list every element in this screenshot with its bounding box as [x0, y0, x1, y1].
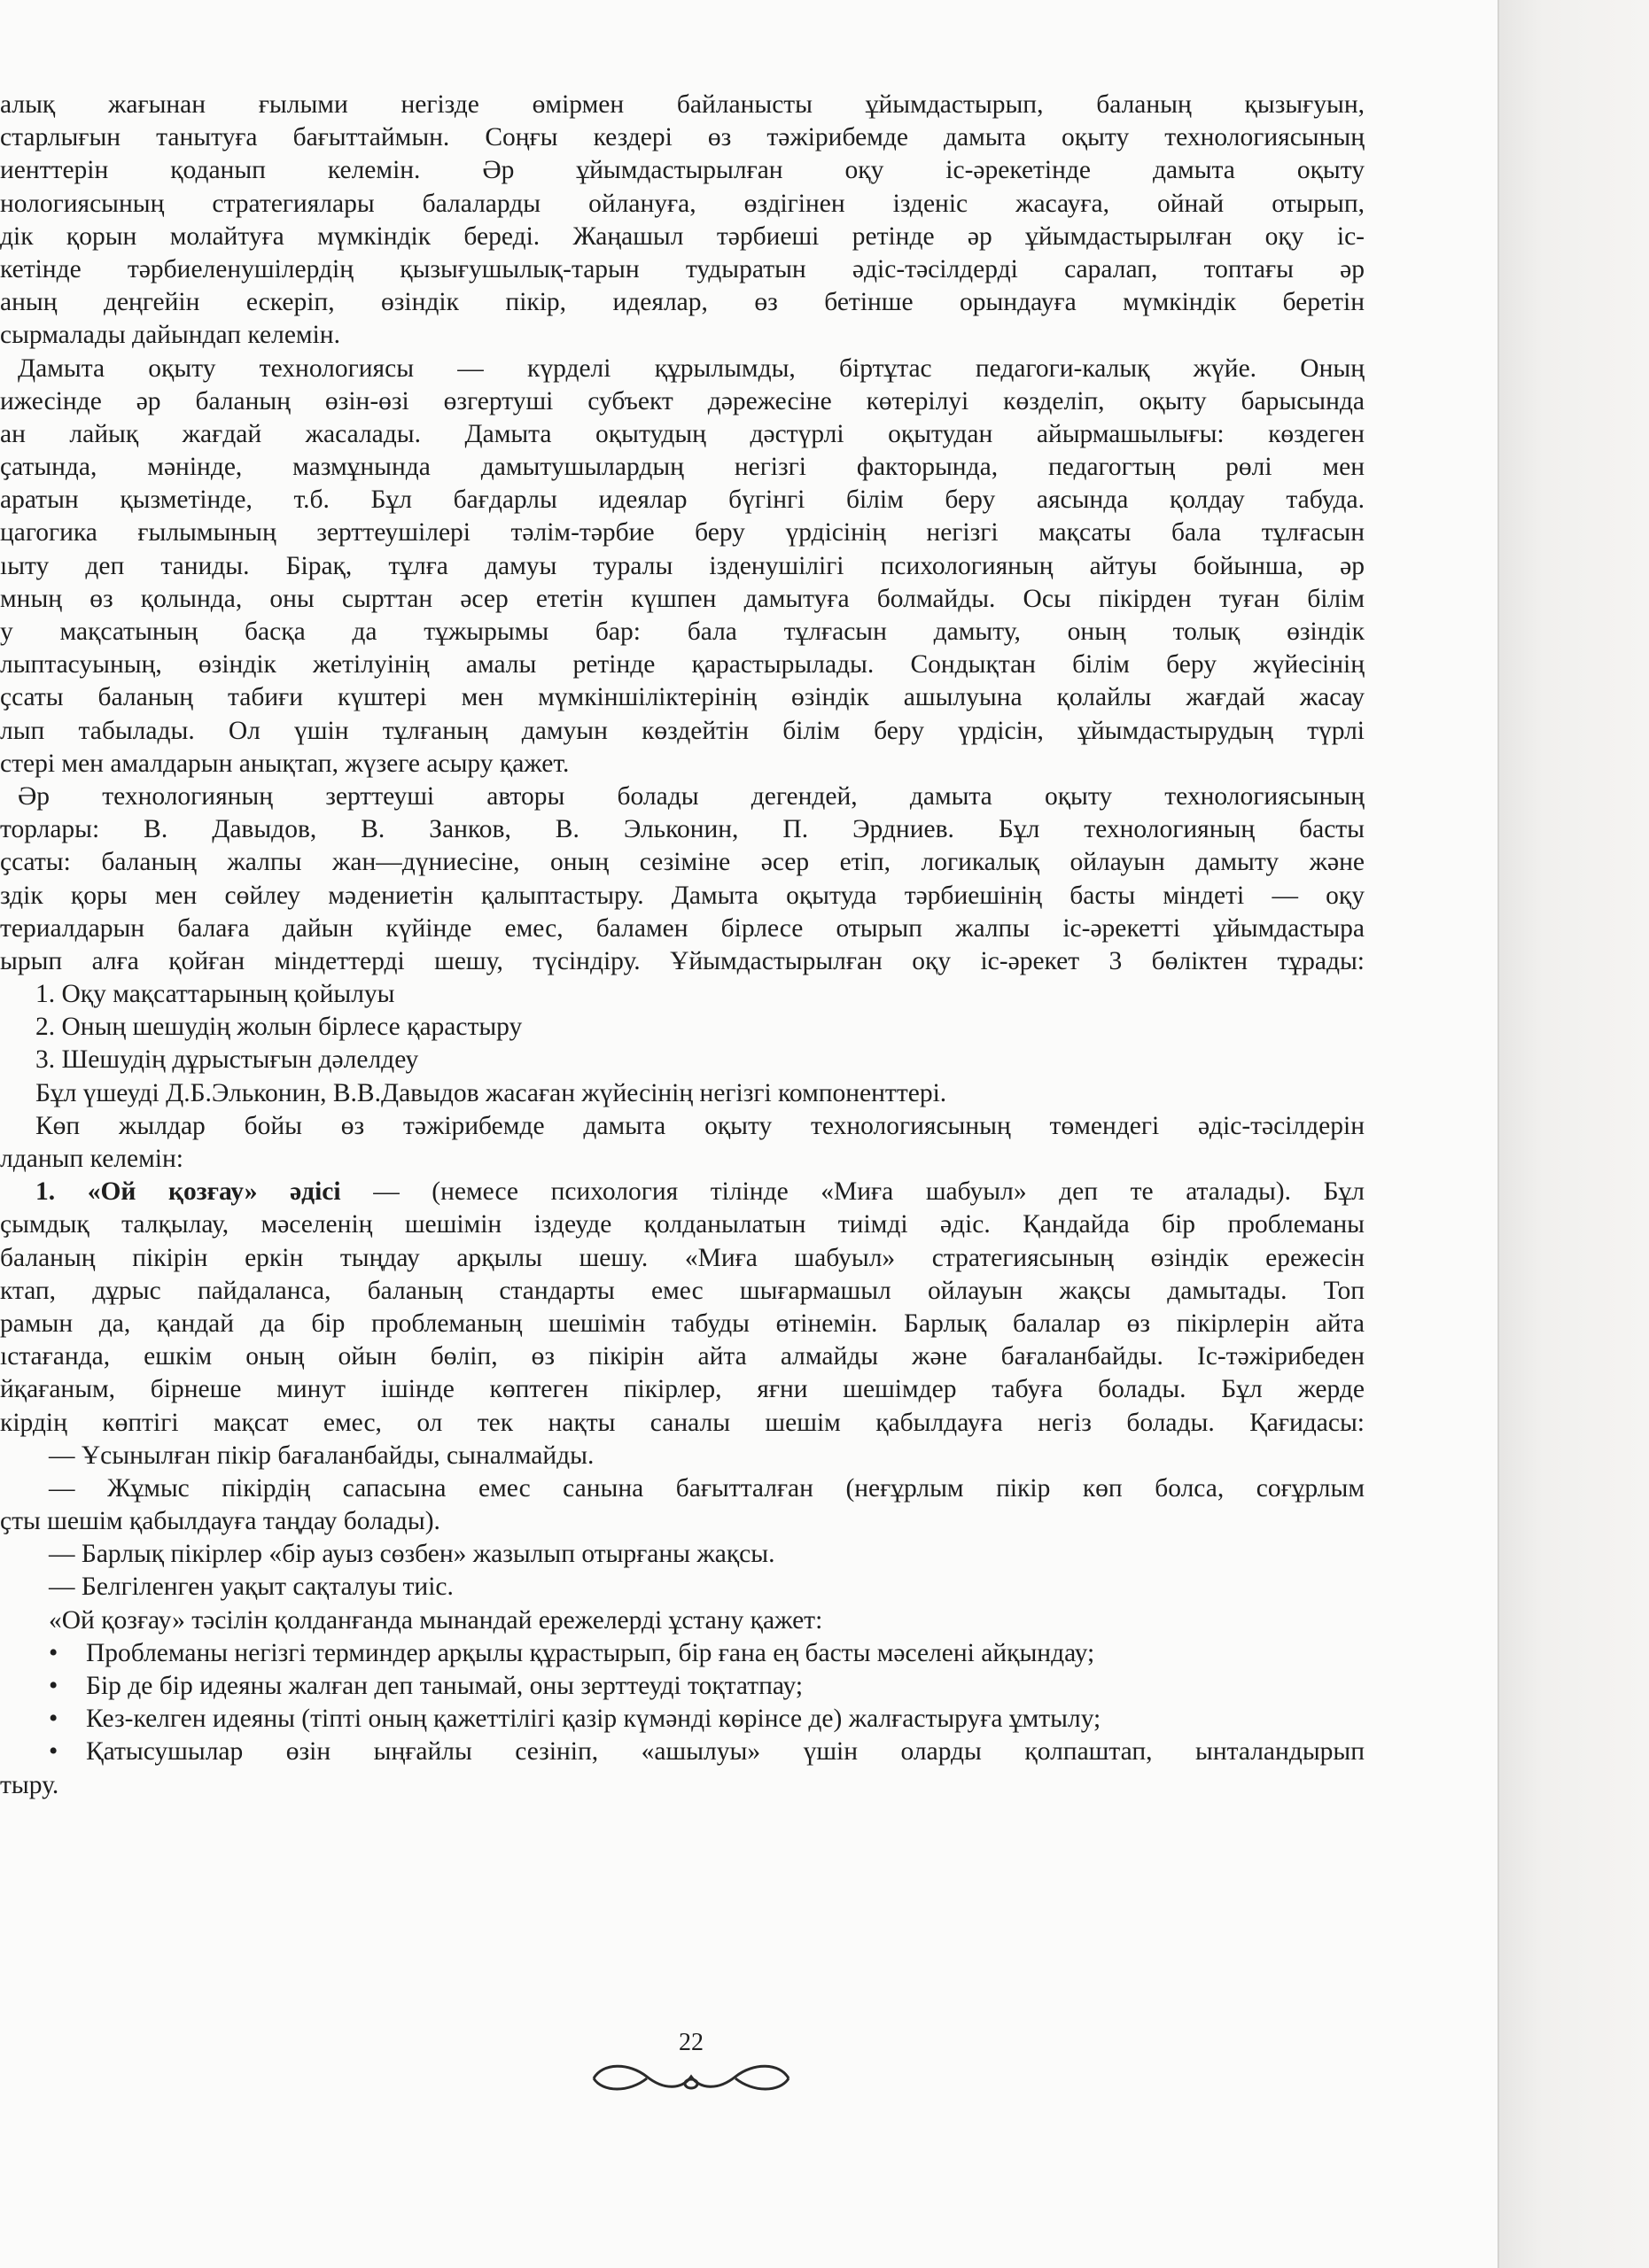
bullet-item	[0, 1736, 1365, 1768]
paragraph-2	[0, 353, 1365, 781]
text-line: йқағаным, бірнеше минут ішінде көптеген пікірлер, яғни шешімдер табуға болады. Бұл жерде	[0, 1375, 1365, 1404]
method-section	[0, 1176, 1365, 1440]
steps-list	[0, 978, 1365, 1077]
text-line: ктап, дұрыс пайдаланса, баланың стандарты емес шығармашыл ойлауын жақсы дамытады. Топ	[0, 1276, 1365, 1305]
text-line: лданып келемін:	[0, 1145, 183, 1173]
bullet-text: Бір де бір идеяны жалған деп танымай, оны зерттеуді тоқтатпау;	[86, 1672, 804, 1700]
list-item: 1. Оқу мақсаттарының қойылуы	[35, 980, 395, 1009]
text-line: цагогика ғылымының зерттеушілері тәлім-тәрбие беру үрдісінің негізгі мақсаты бала тұлғасын	[0, 518, 1365, 548]
bullet-text: Қатысушылар өзін ыңғайлы сезініп, «ашылуы» үшін оларды қолпаштап, ынталандырып	[86, 1737, 1365, 1767]
text-line: Әр технологияның зерттеуші авторы болады дегендей, дамыта оқыту технологиясының	[18, 781, 1365, 811]
text-line: ҫсаты: баланың жалпы жан—дүниесіне, оның сезіміне әсер етіп, логикалық ойлауын дамыту және	[0, 848, 1365, 877]
page-number: 22	[679, 2029, 704, 2056]
text-line: ıстағанда, ешкім оның ойын бөліп, өз пікірін айта алмайды және бағаланбайды. Іс-тәжірибеден	[0, 1342, 1365, 1371]
bullet-icon: •	[49, 1638, 58, 1667]
text-line: аратын қызметінде, т.б. Бұл бағдарлы идеялар бүгінгі білім беру аясында қолдау табуда.	[0, 485, 1365, 515]
method-first-line: — (немесе психология тілінде «Миға шабуыл» деп те аталады). Бұл	[373, 1177, 1365, 1207]
rules-list	[0, 1440, 1365, 1604]
text-line: кірдің көптігі мақсат емес, ол тек нақты саналы шешім қабылдауға негіз болады. Қағидасы:	[0, 1408, 1365, 1437]
bullet-icon: •	[49, 1672, 58, 1700]
paragraph-4	[0, 1110, 1365, 1176]
list-item: 2. Оның шешудің жолын бірлесе қарастыру	[35, 1013, 523, 1042]
rule-item: — Барлық пікірлер «бір ауыз сөзбен» жазылып отырғаны жақсы.	[49, 1540, 775, 1569]
body-text	[0, 89, 1365, 1802]
rule-item: — Ұсынылған пікір бағаланбайды, сыналмайды.	[49, 1441, 595, 1470]
bullet-item-continued: тыру.	[0, 1770, 59, 1799]
bullet-item	[0, 1703, 1365, 1736]
method-number: 1.	[35, 1177, 56, 1207]
rule-item: — Жұмыс пікірдің сапасына емес санына бағытталған (неғұрлым пікір көп болса, соғұрлым	[49, 1473, 1365, 1503]
bullet-text: Проблеманы негізгі терминдер арқылы құрастырып, бір ғана ең басты мәселені айқындау;	[86, 1638, 1095, 1667]
text-line: нологиясының стратегиялары балаларды ойлануға, өздігінен ізденіс жасауға, ойнай отырып,	[0, 189, 1365, 218]
text-line: алық жағынан ғылыми негізде өмірмен байланысты ұйымдастырып, баланың қызығуын,	[0, 90, 1365, 119]
text-line: ан лайық жағдай жасалады. Дамыта оқытудың дәстүрлі оқытудан айырмашылығы: көздеген	[0, 419, 1365, 448]
text-line: ıыту деп таниды. Бірақ, тұлға дамуы туралы ізденушілігі психологияның айтуы бойынша, әр	[0, 551, 1365, 580]
text-line: Дамыта оқыту технологиясы — күрделі құрылымды, біртұтас педагоги-калық жүйе. Оның	[18, 353, 1365, 383]
rules-intro: «Ой қозғау» тәсілін қолданғанда мынандай ережелерді ұстану қажет:	[49, 1605, 823, 1635]
page-footer	[576, 2029, 806, 2100]
text-line: лып табылады. Ол үшін тұлғаның дамуын көздейтін білім беру үрдісін, ұйымдастырудың түрлі	[0, 716, 1365, 745]
text-line: здік қоры мен сөйлеу мәдениетін қалыптастыру. Дамыта оқытуда тәрбиешінің басты міндеті — оқу	[0, 881, 1365, 910]
text-line: ҫсаты баланың табиғи күштері мен мүмкіншіліктерінің өзіндік ашылуына қолайлы жағдай жасау	[0, 683, 1365, 712]
page-binding-edge	[1497, 0, 1649, 2268]
rule-item-continued: ҫты шешім қабылдауға таңдау болады).	[0, 1507, 440, 1536]
bullet-item	[0, 1637, 1365, 1670]
bullet-list	[0, 1637, 1365, 1802]
text-line: аның деңгейін ескеріп, өзіндік пікір, идеялар, өз бетінше орындауға мүмкіндік беретін	[0, 288, 1365, 317]
text-line: стері мен амалдарын анықтап, жүзеге асыру қажет.	[0, 749, 570, 778]
text-line: лыптасуының, өзіндік жетілуінің амалы ретінде қарастырылады. Сондықтан білім беру жүйесінің	[0, 650, 1365, 680]
text-line: кетінде тәрбиеленушілердің қызығушылық-тарын тудыратын әдіс-тәсілдерді саралап, топтағы әр	[0, 254, 1365, 284]
paragraph-3	[0, 781, 1365, 978]
rule-item: — Белгіленген уақыт сақталуы тиіс.	[49, 1573, 454, 1602]
text-line: мның өз қолында, оны сырттан әсер ететін күшпен дамытуға болмайды. Осы пікірден туған білім	[0, 584, 1365, 613]
text-line: рамын да, қандай да бір проблеманың шешімін табуды өтінемін. Барлық балалар өз пікірлерін айта	[0, 1309, 1365, 1338]
text-line: старлығын танытуға бағыттаймын. Соңғы кездері өз тәжірибемде дамыта оқыту технологиясының	[0, 123, 1365, 152]
text-line: ҫатында, мәнінде, мазмұнында дамытушылардың негізгі факторында, педагогтың рөлі мен	[0, 453, 1365, 482]
text-line: сырмалады дайындап келемін.	[0, 321, 340, 350]
steps-note: Бұл үшеуді Д.Б.Эльконин, В.В.Давыдов жасаған жүйесінің негізгі компоненттері.	[35, 1078, 947, 1107]
text-line: у мақсатының басқа да тұжырымы бар: бала тұлғасын дамыту, оның толық өзіндік	[0, 617, 1365, 646]
text-line: торлары: В. Давыдов, В. Занков, В. Эльконин, П. Эрдниев. Бұл технологияның басты	[0, 815, 1365, 844]
paragraph-1	[0, 89, 1365, 353]
bullet-item	[0, 1670, 1365, 1703]
text-line: ижесінде әр баланың өзін-өзі өзгертуші субъект дәрежесіне көтерілуі көзделіп, оқыту барысында	[0, 386, 1365, 416]
method-title: «Ой қозғау» әдісі	[87, 1177, 341, 1207]
text-line: дік қорын молайтуға мүмкіндік береді. Жаңашыл тәрбиеші ретінде әр ұйымдастырылған оқу іс-	[0, 221, 1365, 251]
bullet-text: Кез-келген идеяны (тіпті оның қажеттілігі қазір күмәнді көрінсе де) жалғастыруға ұмтылу;	[86, 1705, 1101, 1734]
text-line: териалдарын балаға дайын күйінде емес, баламен бірлесе отырып жалпы іс-әрекетті ұйымдастыра	[0, 913, 1365, 943]
bullet-icon: •	[49, 1737, 58, 1767]
list-item: 3. Шешудің дұрыстығын дәлелдеу	[35, 1045, 419, 1075]
text-line: иенттерін қоданып келемін. Әр ұйымдастырылған оқу іс-әрекетінде дамыта оқыту	[0, 156, 1365, 185]
text-line: ҫымдық талқылау, мәселенің шешімін іздеуде қолданылатын тиімді әдіс. Қандайда бір проблеманы	[0, 1210, 1365, 1239]
text-line: ырып алға қойған міндеттерді шешу, түсіндіру. Ұйымдастырылған оқу іс-әрекет 3 бөліктен тұрады:	[0, 946, 1365, 975]
text-line: Көп жылдар бойы өз тәжірибемде дамыта оқыту технологиясының төмендегі әдіс-тәсілдерін	[35, 1111, 1365, 1140]
text-line: баланың пікірін еркін тыңдау арқылы шешу. «Миға шабуыл» стратегиясының өзіндік ережесін	[0, 1243, 1365, 1272]
method-heading-line	[0, 1176, 1365, 1208]
bullet-icon: •	[49, 1705, 58, 1734]
flourish-ornament-icon	[585, 2057, 797, 2096]
